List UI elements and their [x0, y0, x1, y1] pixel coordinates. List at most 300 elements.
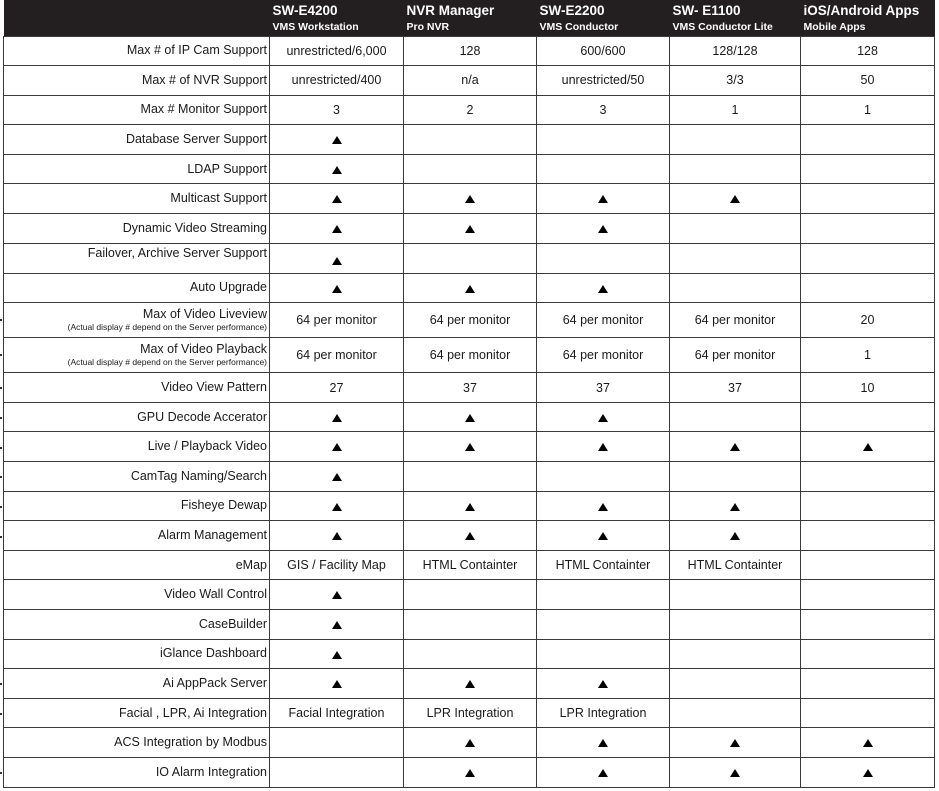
value-cell [537, 580, 670, 610]
triangle-up-icon [332, 413, 342, 422]
value-cell [801, 462, 935, 492]
value-cell [537, 521, 670, 551]
feature-label [4, 610, 270, 640]
value-cell [801, 757, 935, 787]
value-cell [801, 491, 935, 521]
triangle-up-icon [863, 739, 873, 748]
feature-name: Database Server Support [125, 132, 267, 147]
value-cell [670, 125, 801, 155]
value-text: 64 per monitor [429, 348, 511, 363]
value-text: 64 per monitor [562, 348, 644, 363]
value-text: 1 [864, 102, 871, 117]
value-cell [537, 432, 670, 462]
value-text: 3 [599, 102, 607, 117]
feature-name: IO Alarm Integration [155, 764, 267, 779]
value-cell [670, 728, 801, 758]
value-cell [537, 303, 670, 338]
value-cell [270, 402, 404, 432]
value-text: 20 [860, 313, 875, 328]
triangle-up-icon [598, 532, 608, 541]
value-cell [404, 639, 537, 669]
table-row [4, 154, 935, 184]
feature-name: Multicast Support [170, 191, 267, 206]
value-cell [801, 338, 935, 373]
value-cell [404, 521, 537, 551]
value-text: 10 [860, 380, 875, 395]
header-corner [4, 0, 270, 36]
value-cell [270, 580, 404, 610]
feature-label [4, 669, 270, 699]
triangle-up-icon [332, 136, 342, 145]
value-text: 3/3 [726, 73, 744, 88]
value-cell [801, 669, 935, 699]
value-cell [801, 273, 935, 303]
value-cell [537, 243, 670, 273]
value-cell [537, 610, 670, 640]
value-cell [537, 184, 670, 214]
value-cell [537, 757, 670, 787]
value-cell [404, 432, 537, 462]
table-row [4, 214, 935, 244]
triangle-up-icon [730, 532, 740, 541]
feature-name: Max of Video Liveview [142, 307, 267, 322]
triangle-up-icon [598, 443, 608, 452]
value-cell [270, 432, 404, 462]
value-cell [270, 125, 404, 155]
value-text: 128 [459, 43, 481, 58]
feature-name: iGlance Dashboard [159, 646, 267, 661]
header-row [4, 0, 935, 36]
value-cell [801, 243, 935, 273]
value-text: 50 [860, 73, 875, 88]
value-text: 64 per monitor [694, 348, 776, 363]
value-cell [537, 36, 670, 66]
value-cell [270, 338, 404, 373]
header-product-mobile-apps [801, 0, 935, 36]
value-cell [537, 402, 670, 432]
value-cell [404, 550, 537, 580]
header-product-sw-e4200 [270, 0, 404, 36]
feature-note: (Actual display # depend on the Server performance) [67, 357, 267, 368]
value-cell [670, 95, 801, 125]
table-row [4, 273, 935, 303]
triangle-up-icon [598, 502, 608, 511]
header-product-sw-e1100 [670, 0, 801, 36]
feature-label [4, 214, 270, 244]
triangle-up-icon [332, 472, 342, 481]
triangle-up-icon [332, 165, 342, 174]
feature-name: Fisheye Dewap [180, 498, 267, 513]
value-cell [801, 402, 935, 432]
value-text: LPR Integration [426, 706, 514, 721]
feature-name: Alarm Management [157, 528, 267, 543]
value-text: n/a [461, 73, 479, 88]
table-row [4, 36, 935, 66]
value-cell [270, 757, 404, 787]
value-cell [404, 66, 537, 96]
product-name: iOS/Android Apps [803, 3, 920, 18]
value-cell [670, 66, 801, 96]
value-cell [801, 66, 935, 96]
value-text: HTML Containter [687, 558, 783, 573]
value-cell [670, 639, 801, 669]
value-cell [670, 373, 801, 403]
feature-name: LDAP Support [187, 161, 267, 176]
feature-name: Video View Pattern [161, 380, 267, 395]
value-text: 37 [463, 380, 477, 395]
value-cell [404, 462, 537, 492]
value-cell [270, 373, 404, 403]
value-cell [670, 303, 801, 338]
triangle-up-icon [730, 768, 740, 777]
value-cell [404, 125, 537, 155]
triangle-up-icon [465, 195, 475, 204]
triangle-up-icon [332, 224, 342, 233]
header-product-nvr-manager [404, 0, 537, 36]
value-text: 37 [728, 380, 742, 395]
value-cell [801, 373, 935, 403]
product-comparison-table [3, 0, 935, 788]
value-cell [537, 373, 670, 403]
value-cell [801, 698, 935, 728]
product-name: NVR Manager [406, 3, 495, 18]
value-cell [670, 669, 801, 699]
table-row [4, 66, 935, 96]
feature-label [4, 580, 270, 610]
feature-label [4, 373, 270, 403]
value-text: 1 [864, 348, 871, 363]
value-cell [537, 338, 670, 373]
header-product-sw-e2200 [537, 0, 670, 36]
triangle-up-icon [598, 739, 608, 748]
value-cell [270, 36, 404, 66]
feature-label [4, 338, 270, 373]
value-cell [270, 154, 404, 184]
value-cell [670, 757, 801, 787]
value-cell [537, 728, 670, 758]
value-cell [270, 639, 404, 669]
value-cell [537, 154, 670, 184]
feature-name: Dynamic Video Streaming [122, 220, 267, 235]
table-row [4, 338, 935, 373]
value-text: 37 [596, 380, 610, 395]
triangle-up-icon [730, 502, 740, 511]
triangle-up-icon [863, 443, 873, 452]
value-cell [801, 36, 935, 66]
value-cell [670, 184, 801, 214]
value-cell [270, 698, 404, 728]
value-cell [801, 550, 935, 580]
triangle-up-icon [863, 768, 873, 777]
triangle-up-icon [332, 591, 342, 600]
triangle-up-icon [465, 502, 475, 511]
value-cell [537, 125, 670, 155]
table-row [4, 610, 935, 640]
value-text: LPR Integration [559, 706, 647, 721]
value-cell [404, 728, 537, 758]
triangle-up-icon [465, 413, 475, 422]
table-row [4, 757, 935, 787]
product-subtitle: Pro NVR [406, 21, 450, 33]
comparison-body [4, 36, 935, 787]
feature-name: Failover, Archive Server Support [87, 245, 267, 260]
table-row [4, 462, 935, 492]
value-cell [801, 432, 935, 462]
feature-label [4, 550, 270, 580]
value-cell [404, 402, 537, 432]
triangle-up-icon [332, 502, 342, 511]
value-cell [801, 580, 935, 610]
product-name: SW- E1100 [672, 3, 741, 18]
table-row [4, 580, 935, 610]
value-text: GIS / Facility Map [287, 558, 386, 573]
value-text: 600/600 [580, 43, 626, 58]
value-cell [537, 698, 670, 728]
triangle-up-icon [598, 195, 608, 204]
feature-name: Video Wall Control [164, 587, 267, 602]
table-row [4, 402, 935, 432]
value-text: 128/128 [712, 43, 758, 58]
triangle-up-icon [332, 195, 342, 204]
value-cell [670, 521, 801, 551]
table-row [4, 432, 935, 462]
value-cell [670, 338, 801, 373]
value-cell [404, 95, 537, 125]
table-row [4, 639, 935, 669]
triangle-up-icon [598, 768, 608, 777]
value-cell [404, 36, 537, 66]
feature-label [4, 698, 270, 728]
value-cell [404, 184, 537, 214]
value-cell [670, 432, 801, 462]
value-cell [801, 610, 935, 640]
value-cell [404, 214, 537, 244]
value-text: 3 [333, 102, 340, 117]
triangle-up-icon [465, 224, 475, 233]
value-cell [537, 669, 670, 699]
feature-label [4, 462, 270, 492]
triangle-up-icon [465, 739, 475, 748]
value-cell [404, 154, 537, 184]
triangle-up-icon [332, 443, 342, 452]
feature-label [4, 303, 270, 338]
feature-name: CaseBuilder [198, 616, 267, 631]
feature-name: CamTag Naming/Search [130, 468, 267, 483]
value-cell [270, 303, 404, 338]
feature-label [4, 639, 270, 669]
value-text: unrestricted/50 [561, 73, 645, 88]
value-text: Facial Integration [288, 706, 385, 721]
value-text: 64 per monitor [429, 313, 511, 328]
feature-label [4, 491, 270, 521]
product-subtitle: VMS Conductor [539, 21, 619, 33]
value-cell [270, 521, 404, 551]
value-cell [270, 184, 404, 214]
triangle-up-icon [730, 443, 740, 452]
value-cell [404, 580, 537, 610]
value-cell [801, 154, 935, 184]
value-cell [801, 639, 935, 669]
value-cell [670, 550, 801, 580]
feature-name: Ai AppPack Server [162, 675, 267, 690]
value-text: HTML Containter [422, 558, 518, 573]
product-name: SW-E4200 [272, 3, 338, 18]
value-text: 64 per monitor [562, 313, 644, 328]
value-cell [801, 125, 935, 155]
feature-label [4, 243, 270, 273]
value-text: 27 [329, 380, 344, 395]
feature-label [4, 95, 270, 125]
value-cell [537, 491, 670, 521]
feature-label [4, 521, 270, 551]
table-row [4, 303, 935, 338]
triangle-up-icon [598, 679, 608, 688]
feature-note: (Actual display # depend on the Server performance) [67, 322, 267, 333]
value-cell [801, 303, 935, 338]
table-row [4, 728, 935, 758]
value-cell [270, 491, 404, 521]
feature-label [4, 66, 270, 96]
value-cell [404, 669, 537, 699]
value-cell [537, 462, 670, 492]
product-subtitle: Mobile Apps [803, 21, 866, 33]
triangle-up-icon [465, 768, 475, 777]
value-text: unrestricted/6,000 [286, 43, 387, 58]
value-cell [270, 669, 404, 699]
value-cell [537, 550, 670, 580]
feature-label [4, 154, 270, 184]
feature-name: ACS Integration by Modbus [114, 735, 267, 750]
value-cell [537, 66, 670, 96]
value-cell [404, 491, 537, 521]
feature-label [4, 728, 270, 758]
table-row [4, 243, 935, 273]
value-cell [270, 550, 404, 580]
feature-name: Max # of NVR Support [141, 72, 267, 87]
value-cell [270, 66, 404, 96]
product-subtitle: VMS Workstation [272, 21, 359, 33]
value-cell [537, 273, 670, 303]
triangle-up-icon [332, 532, 342, 541]
value-cell [404, 610, 537, 640]
value-cell [404, 757, 537, 787]
table-row [4, 669, 935, 699]
product-subtitle: VMS Conductor Lite [672, 21, 773, 33]
value-cell [670, 273, 801, 303]
value-cell [801, 184, 935, 214]
feature-label [4, 184, 270, 214]
value-cell [270, 95, 404, 125]
value-text: 64 per monitor [296, 348, 377, 363]
value-text: 2 [466, 102, 474, 117]
triangle-up-icon [598, 224, 608, 233]
value-cell [270, 273, 404, 303]
table-row [4, 521, 935, 551]
triangle-up-icon [598, 413, 608, 422]
value-cell [801, 521, 935, 551]
value-text: 128 [857, 43, 878, 58]
value-cell [404, 243, 537, 273]
table-row [4, 184, 935, 214]
value-text: unrestricted/400 [291, 73, 382, 88]
triangle-up-icon [332, 257, 342, 266]
triangle-up-icon [332, 679, 342, 688]
triangle-up-icon [332, 284, 342, 293]
feature-label [4, 757, 270, 787]
value-cell [670, 214, 801, 244]
feature-name: Max # of IP Cam Support [126, 43, 267, 58]
value-cell [670, 36, 801, 66]
feature-label [4, 402, 270, 432]
value-cell [801, 728, 935, 758]
feature-name: Facial , LPR, Ai Integration [119, 705, 267, 720]
table-row [4, 698, 935, 728]
feature-label [4, 125, 270, 155]
triangle-up-icon [465, 443, 475, 452]
value-text: 1 [731, 102, 739, 117]
value-cell [270, 610, 404, 640]
feature-name: Live / Playback Video [147, 439, 267, 454]
value-text: 64 per monitor [694, 313, 776, 328]
triangle-up-icon [730, 195, 740, 204]
feature-name: Max of Video Playback [140, 342, 267, 357]
table-row [4, 373, 935, 403]
value-cell [670, 154, 801, 184]
table-row [4, 491, 935, 521]
value-cell [270, 243, 404, 273]
value-cell [801, 214, 935, 244]
feature-name: eMap [235, 557, 267, 572]
table-row [4, 550, 935, 580]
value-cell [537, 639, 670, 669]
feature-label [4, 36, 270, 66]
value-cell [670, 610, 801, 640]
value-cell [670, 698, 801, 728]
value-cell [404, 273, 537, 303]
triangle-up-icon [730, 739, 740, 748]
triangle-up-icon [465, 284, 475, 293]
value-cell [670, 462, 801, 492]
value-cell [404, 338, 537, 373]
value-cell [670, 243, 801, 273]
triangle-up-icon [598, 284, 608, 293]
value-cell [537, 95, 670, 125]
feature-name: GPU Decode Accerator [137, 409, 267, 424]
value-text: 64 per monitor [296, 313, 377, 328]
feature-name: Max # Monitor Support [140, 102, 267, 117]
feature-label [4, 432, 270, 462]
value-cell [270, 214, 404, 244]
triangle-up-icon [465, 679, 475, 688]
value-cell [801, 95, 935, 125]
value-cell [537, 214, 670, 244]
product-name: SW-E2200 [539, 3, 605, 18]
triangle-up-icon [332, 620, 342, 629]
value-cell [404, 698, 537, 728]
value-cell [270, 728, 404, 758]
value-cell [404, 303, 537, 338]
triangle-up-icon [332, 650, 342, 659]
feature-name: Auto Upgrade [189, 280, 267, 295]
value-text: HTML Containter [555, 558, 651, 573]
value-cell [670, 580, 801, 610]
triangle-up-icon [465, 532, 475, 541]
feature-label [4, 273, 270, 303]
table-row [4, 95, 935, 125]
value-cell [670, 402, 801, 432]
value-cell [270, 462, 404, 492]
value-cell [670, 491, 801, 521]
